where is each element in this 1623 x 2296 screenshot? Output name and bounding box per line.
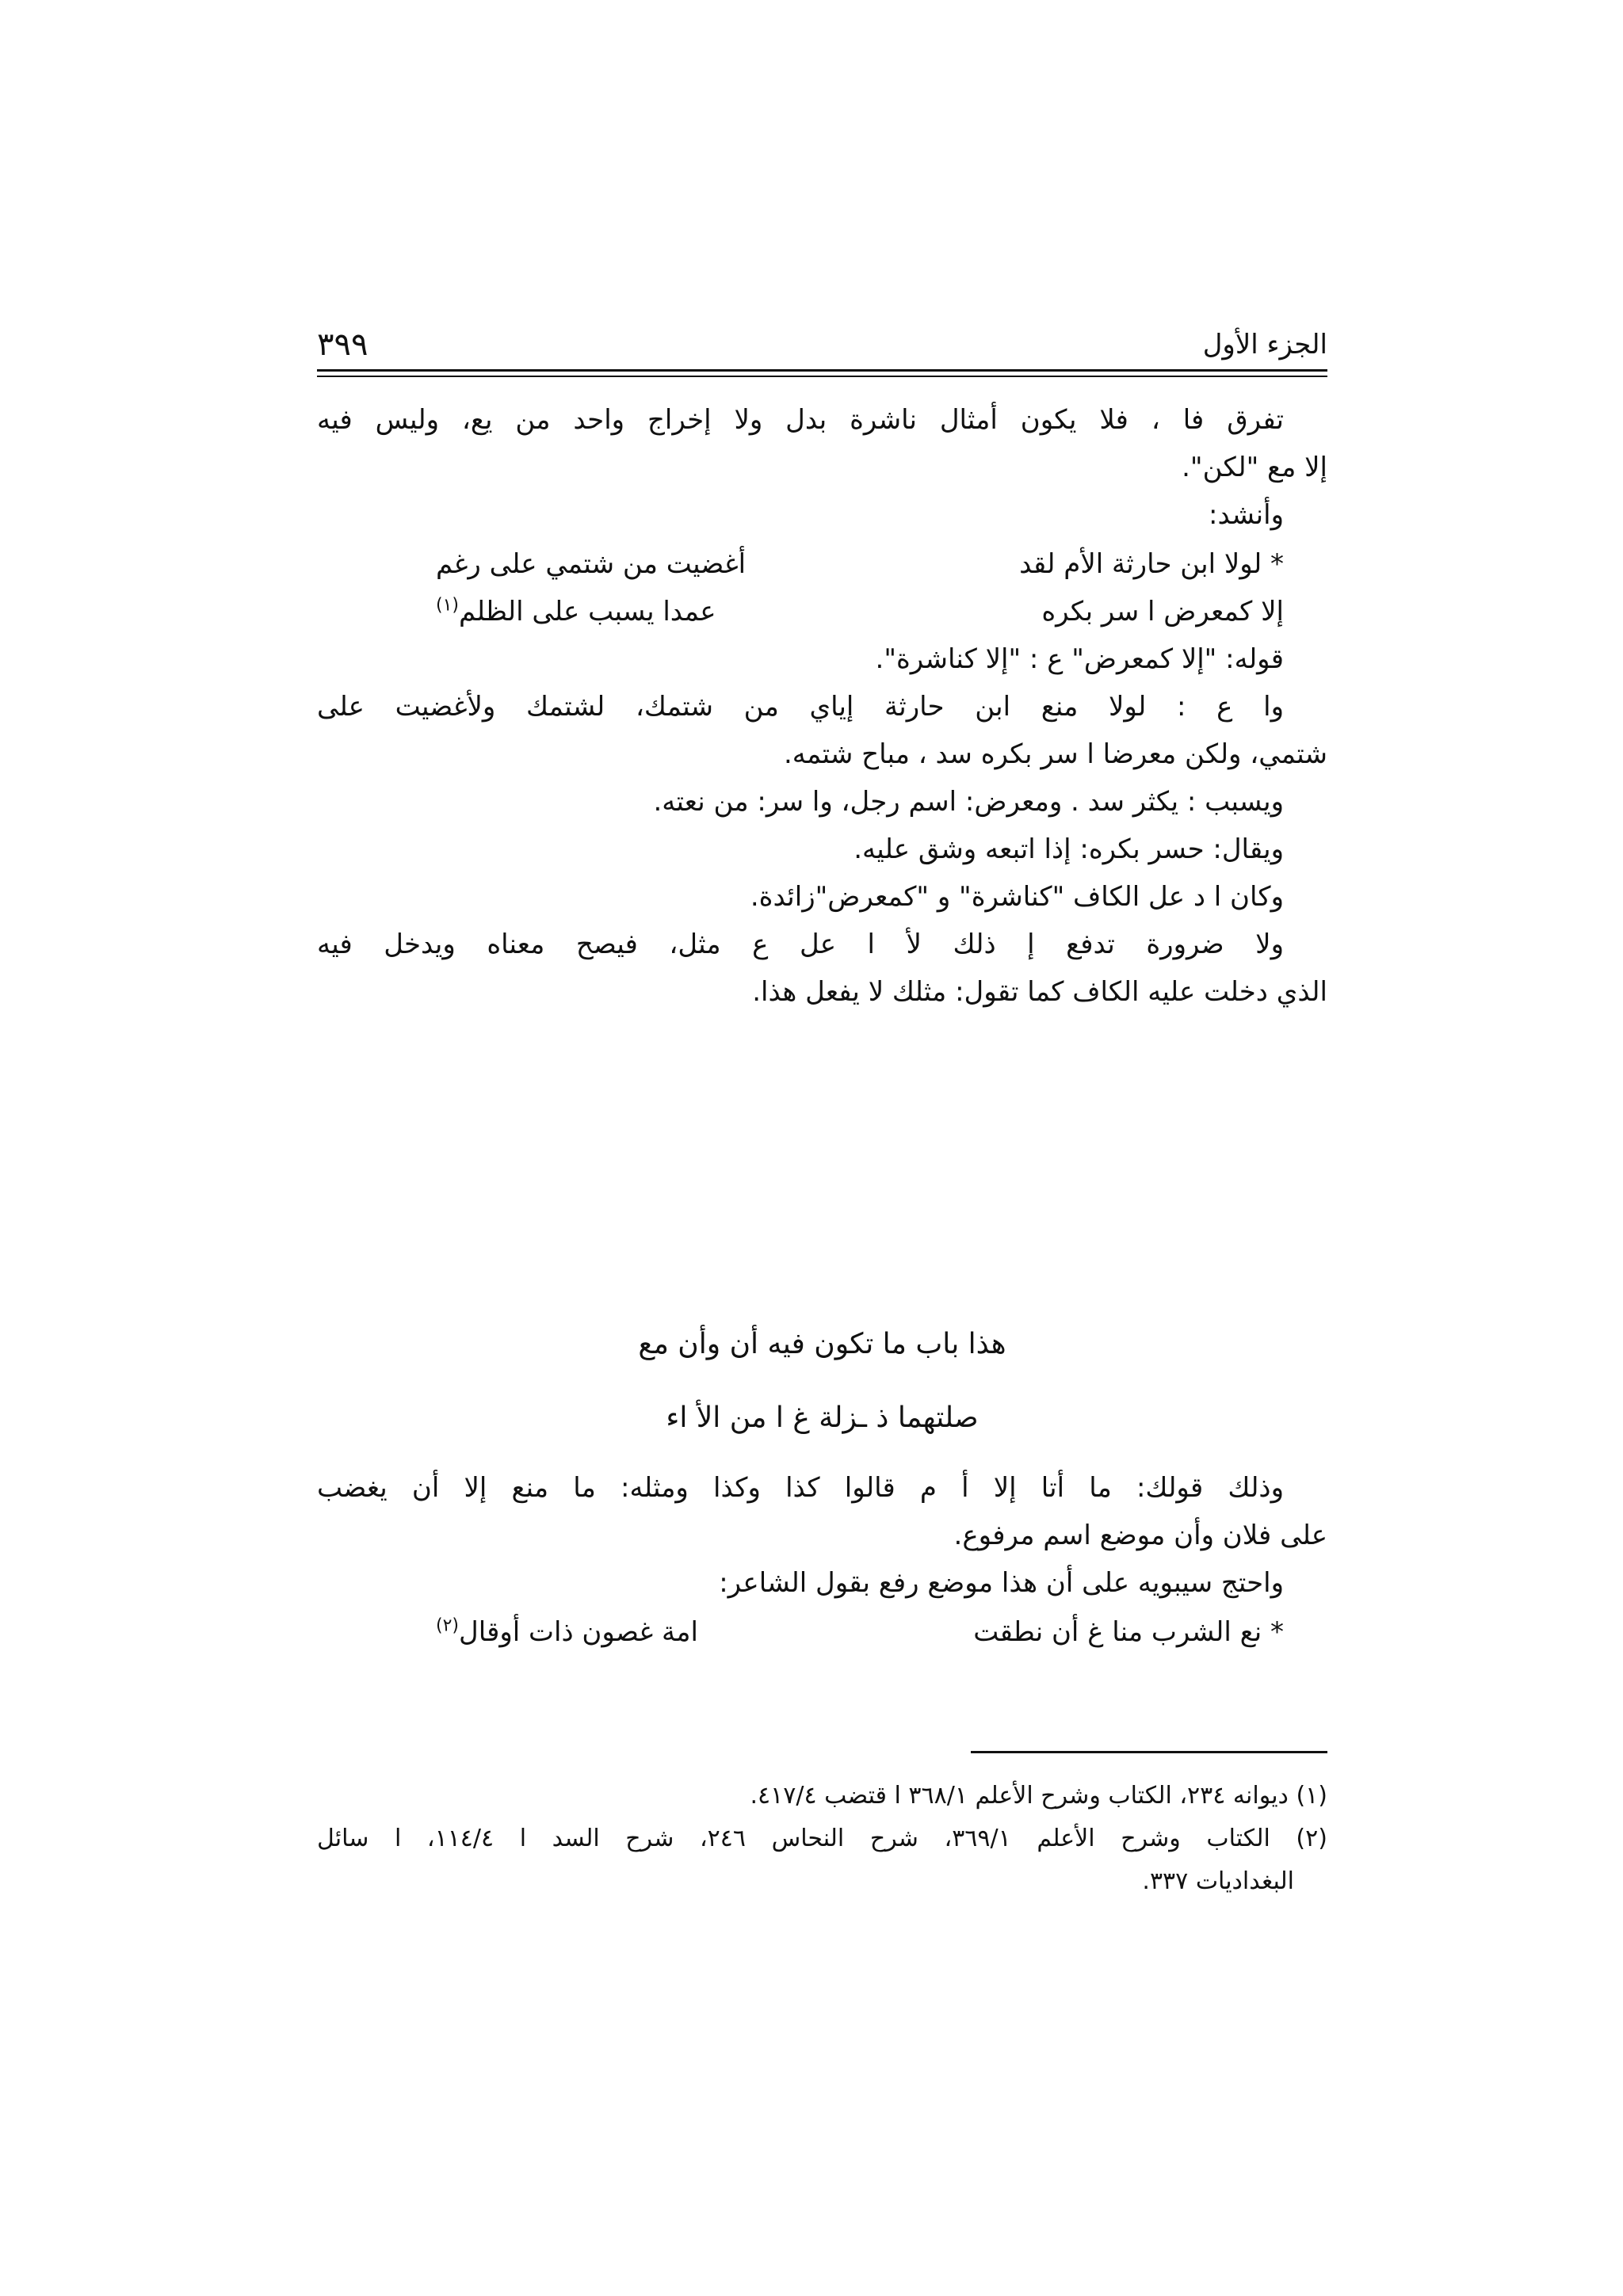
verse-2-first-hemistich: إلا كمعرض ا سر بكره [1041, 596, 1284, 627]
header-rule-thin [317, 376, 1327, 377]
section-text [317, 1464, 1327, 1670]
paragraph-5: ويسبب : يكثر سد . ومعرض: اسم رجل، وا سر: من نعته. [653, 786, 1284, 818]
footnote-rule [971, 1751, 1327, 1753]
paragraph-3: قوله: "إلا كمعرض" ع : "إلا كناشرة". [875, 643, 1284, 675]
section-verse-text: امة غصون ذات أوقال [459, 1616, 698, 1648]
main-text [317, 396, 1327, 1149]
footnote-marker-2: (٢) [436, 1615, 460, 1636]
footnote-2-line-1: (٢) الكتاب وشرح الأعلم ٣٦٩/١، شرح النحاس ٢٤٦، شرح السد ا ١١٤/٤، ا سائل [317, 1825, 1327, 1852]
footnote-marker-1: (١) [436, 595, 460, 616]
section-paragraph-1-line-2: على فلان وأن موضع اسم مرفوع. [953, 1520, 1327, 1551]
verse-2-text: عمدا يسبب على الظلم [459, 596, 716, 627]
page-number: ٣٩٩ [317, 326, 369, 363]
footnote-1: (١) ديوانه ٢٣٤، الكتاب وشرح الأعلم ٣٦٨/١ ا قتضب ٤١٧/٤. [750, 1782, 1327, 1810]
paragraph-7: وكان ا د عل الكاف "كناشرة" و "كمعرض"زائدة. [750, 881, 1284, 913]
section-title-line-2: صلتهما ذ ـزلة غ ا من الأ اء [666, 1402, 979, 1434]
section-title-line-1: هذا باب ما تكون فيه أن وأن مع [638, 1328, 1006, 1360]
paragraph-6: ويقال: حسر بكره: إذا اتبعه وشق عليه. [854, 833, 1284, 865]
section-paragraph-2: واحتج سيبويه على أن هذا موضع رفع بقول الشاعر: [719, 1567, 1284, 1599]
section-paragraph-1-line-1: وذلك قولك: ما أتا إلا أ م قالوا كذا وكذا ومثله: ما منع إلا أن يغضب [317, 1472, 1284, 1504]
running-title: الجزء الأول [1202, 329, 1327, 360]
page-header [317, 321, 1327, 368]
verse-1-first-hemistich: * لولا ابن حارثة الأم لقد [1019, 548, 1284, 580]
footnote-2-line-2: البغداديات ٣٣٧. [1142, 1867, 1294, 1895]
paragraph-4-line-2: شتمي، ولكن معرضا ا سر بكره سد ، مباح شتمه. [783, 738, 1327, 770]
paragraph-8-line-2: الذي دخلت عليه الكاف كما تقول: مثلك لا يفعل هذا. [752, 976, 1327, 1008]
verse-1-second-hemistich: أغضيت من شتمي على رغم [436, 548, 747, 580]
footnotes [317, 1775, 1327, 1909]
paragraph-2: وأنشد: [1209, 499, 1284, 531]
paragraph-8-line-1: ولا ضرورة تدفع إ ذلك لأ ا عل ع مثل، فيصح معناه ويدخل فيه [317, 929, 1284, 960]
paragraph-4-line-1: وا ع : لولا منع ابن حارثة إياي من شتمك، لشتمك ولأغضيت على [317, 691, 1284, 723]
verse-2-second-hemistich [436, 588, 716, 635]
section-verse-second-hemistich [436, 1608, 698, 1656]
paragraph-1-line-2: إلا مع "لكن". [1182, 452, 1327, 483]
section-verse-first-hemistich: * نع الشرب منا غ أن نطقت [973, 1616, 1284, 1648]
paragraph-1-line-1: تفرق فا ، فلا يكون أمثال ناشرة بدل ولا إخراج واحد من يع، وليس فيه [317, 404, 1284, 436]
header-rule-thick [317, 369, 1327, 372]
